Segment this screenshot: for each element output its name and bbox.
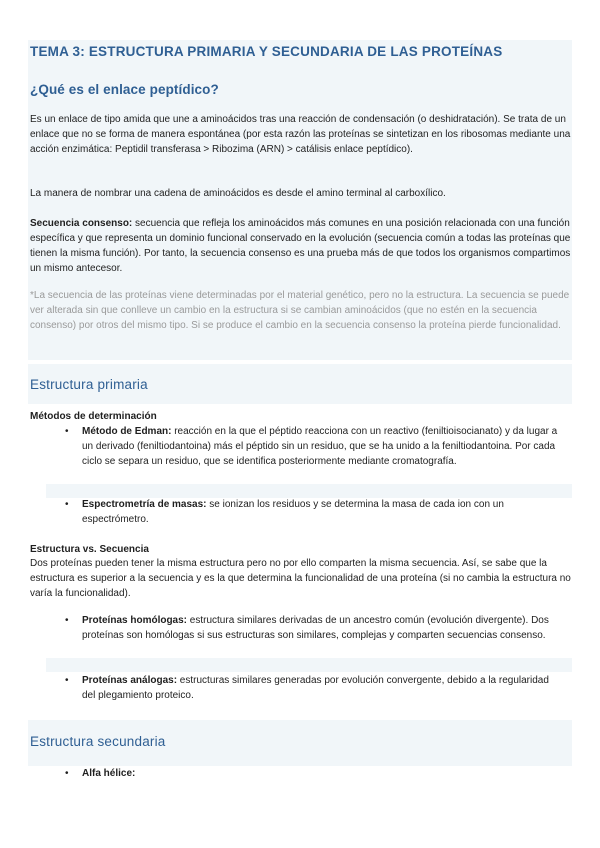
document-title: TEMA 3: ESTRUCTURA PRIMARIA Y SECUNDARIA DE LAS PROTEÍNAS: [30, 44, 503, 59]
method-text: se ionizan los residuos y se determina la masa de cada ion con un espectrómetro.: [82, 499, 504, 525]
bullet-icon: •: [65, 426, 69, 437]
bullet-icon: •: [65, 768, 69, 779]
edman-panel: [46, 484, 572, 498]
consensus-term: Secuencia consenso:: [30, 218, 133, 229]
primary-structure-heading: Estructura primaria: [30, 377, 148, 392]
structure-vs-sequence-paragraph: Dos proteínas pueden tener la misma estructura pero no por ello comparten la misma secuencia. Así, se sabe que la estructura es superior a la secuencia y es la que determina la funcionalidad de una proteína (si no cambia la estructura no varía la funcionalidad).: [30, 558, 571, 599]
secondary-item-alfa-helice: [65, 766, 562, 781]
method-item-edman: [65, 424, 562, 469]
secondary-structure-heading: Estructura secundaria: [30, 734, 166, 749]
bullet-icon: •: [65, 675, 69, 686]
method-term: Espectrometría de masas:: [82, 499, 207, 510]
method-term: Método de Edman:: [82, 426, 172, 437]
protein-type-term: Proteínas análogas:: [82, 675, 178, 686]
structure-vs-sequence-heading: Estructura vs. Secuencia: [30, 544, 149, 555]
peptide-bond-heading: ¿Qué es el enlace peptídico?: [30, 82, 219, 97]
homologas-panel: [46, 658, 572, 672]
bullet-icon: •: [65, 615, 69, 626]
consensus-paragraph: [30, 216, 572, 276]
method-text: reacción en la que el péptido reacciona con un reactivo (feniltioisocianato) y da lugar a un derivado (feniltiodantoina) más el péptido sin un residuo, que se ha unido a la feniltiodantoina. Por cada ciclo se separa un residuo, que se identifica posteriormente mediante cromatografía.: [82, 426, 558, 467]
bullet-icon: •: [65, 499, 69, 510]
method-item-mass-spec: [65, 497, 562, 527]
consensus-text: secuencia que refleja los aminoácidos más comunes en una posición relacionada con una función específica y que representa un dominio funcional conservado en la evolución (secuencia común a todas las proteínas que tienen la misma función). Por tanto, la secuencia consenso es una prueba más de que todos los organismos compartimos un mismo antecesor.: [30, 218, 571, 274]
methods-heading: Métodos de determinación: [30, 411, 157, 422]
protein-type-text: estructuras similares generadas por evolución convergente, debido a la regularidad del plegamiento proteico.: [82, 675, 549, 701]
protein-type-homologas: [65, 613, 562, 643]
protein-type-text: estructura similares derivadas de un ancestro común (evolución divergente). Dos proteínas son homólogas si sus estructuras son similares, complejas y comparten secuencias consenso.: [82, 615, 549, 641]
protein-type-analogas: [65, 673, 562, 703]
note-paragraph: *La secuencia de las proteínas viene determinadas por el material genético, pero no la estructura. La secuencia se puede ver alterada sin que conlleve un cambio en la estructura si se cambian aminoácidos (que no estén en la secuencia consenso) por otros del mismo tipo. Si se produce el cambio en la secuencia consenso la proteína pierde funcionalidad.: [30, 290, 570, 331]
protein-type-term: Proteínas homólogas:: [82, 615, 188, 626]
secondary-item-term: Alfa hélice:: [82, 768, 136, 779]
peptide-bond-paragraph: Es un enlace de tipo amida que une a aminoácidos tras una reacción de condensación (o deshidratación). Se trata de un enlace que no se forma de manera espontánea (por esta razón las proteínas se sintetizan en los ribosomas mediante una acción enzimática: Peptidil transferasa > Ribozima (ARN) > catálisis enlace peptídico).: [30, 114, 571, 155]
naming-paragraph: La manera de nombrar una cadena de aminoácidos es desde el amino terminal al carboxílico.: [30, 188, 446, 199]
